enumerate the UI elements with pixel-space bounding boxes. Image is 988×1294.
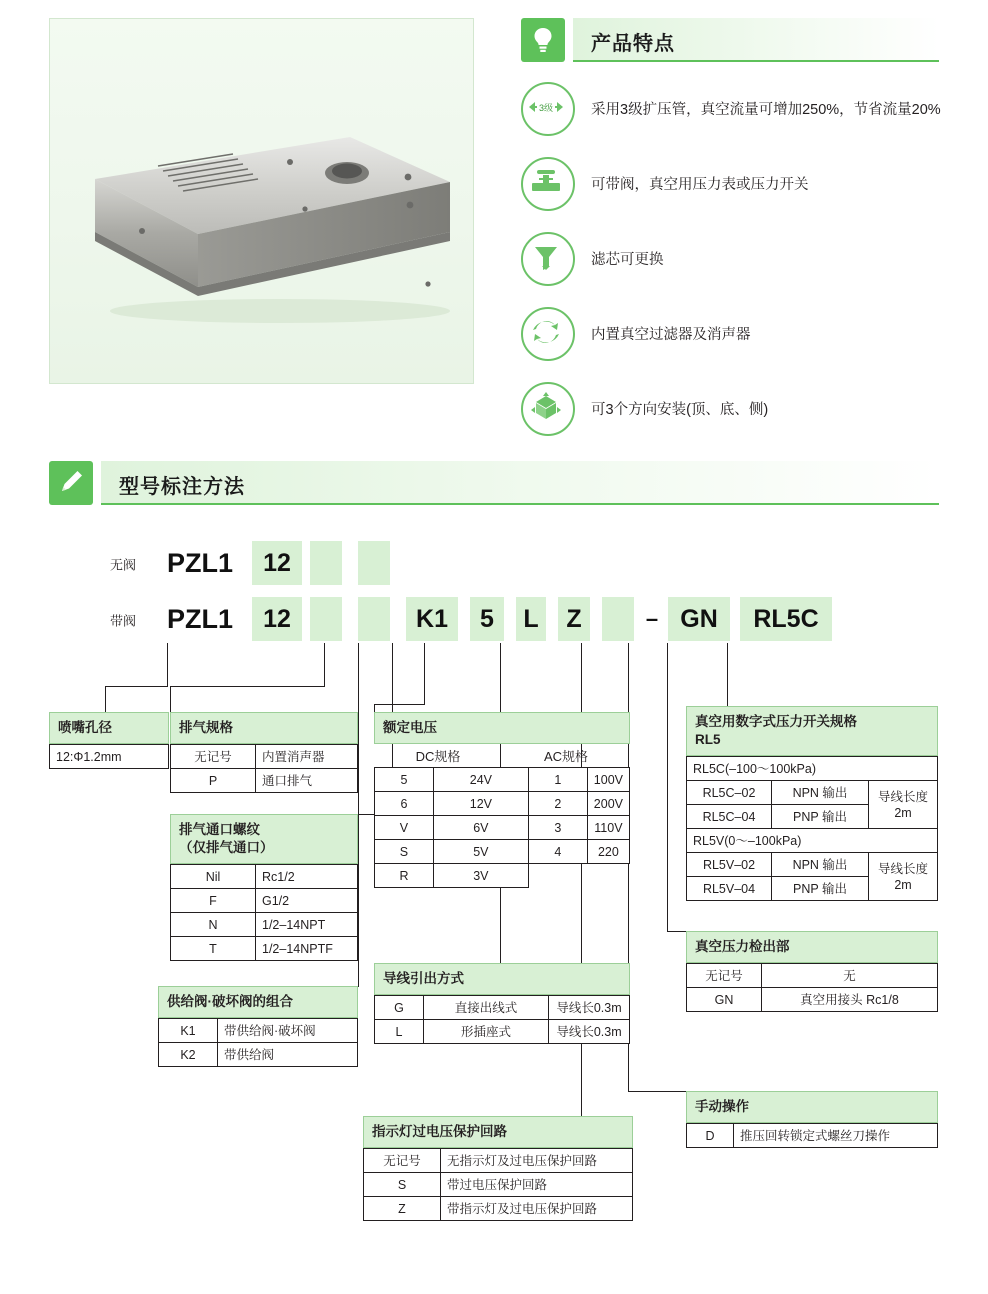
feature-text: 可带阀，真空用压力表或压力开关	[591, 177, 809, 193]
cell: NPN 输出	[772, 781, 869, 805]
switch-spec-table	[686, 756, 938, 901]
box-manual-operation	[686, 1091, 938, 1148]
feature-text: 采用3级扩压管，真空流量可增加250%，节省流量20%	[591, 102, 941, 118]
code-chip-pzl1: PZL1	[166, 547, 233, 578]
code-chip-exhaust	[310, 597, 342, 641]
model-code-row-valve	[110, 597, 940, 643]
filter-icon-glyph	[523, 234, 569, 280]
code-chip-exhaust	[310, 541, 342, 585]
table-row	[171, 769, 358, 793]
table-row	[171, 937, 358, 961]
table-row	[364, 1197, 633, 1221]
three-direction-icon	[521, 382, 575, 436]
cell: RL5C(–100～100kPa)	[687, 757, 938, 781]
table-row	[687, 1124, 938, 1148]
box-lead-out	[374, 963, 630, 1044]
product-photo	[49, 18, 474, 384]
cell: 带指示灯及过电压保护回路	[441, 1197, 633, 1221]
code-chip-valve-combo: K1	[406, 597, 458, 641]
bulb-icon-glyph	[521, 18, 565, 62]
cell: 内置消声器	[256, 745, 358, 769]
cell: 真空用接头 Rc1/8	[762, 988, 938, 1012]
code-chip-voltage: 5	[470, 597, 504, 641]
cell: RL5C–04	[687, 805, 772, 829]
cell: 2	[528, 792, 587, 816]
cell: 导线长0.3m	[549, 996, 630, 1020]
box-indicator-circuit	[363, 1116, 633, 1221]
subhead-dc: DC规格	[415, 749, 461, 764]
leader-valvecombo-v	[358, 643, 359, 986]
cell: 220	[587, 840, 629, 864]
cell: 5	[375, 768, 434, 792]
cell: 4	[528, 840, 587, 864]
model-code-row-novalve	[110, 541, 940, 587]
cell: G	[375, 996, 424, 1020]
table-row	[171, 889, 358, 913]
box-nozzle-bore	[49, 712, 169, 769]
exhaust-table	[170, 744, 358, 793]
box-title: 供给阀·破坏阀的组合	[158, 986, 358, 1018]
code-chip-leadout: L	[516, 597, 546, 641]
box-title: 额定电压	[374, 712, 630, 744]
code-chip-thread	[358, 541, 390, 585]
box-title-line1: 真空用数字式压力开关规格	[695, 714, 857, 729]
cell: GN	[687, 988, 762, 1012]
model-section-header	[49, 461, 939, 505]
box-valve-combo	[158, 986, 358, 1067]
cell: R	[375, 864, 434, 888]
cell: 1	[528, 768, 587, 792]
valve-combo-table	[158, 1018, 358, 1067]
box-title: 导线引出方式	[374, 963, 630, 995]
table-row	[374, 744, 630, 767]
box-exhaust-spec	[170, 712, 358, 793]
box-title: 指示灯过电压保护回路	[363, 1116, 633, 1148]
box-title-line2: （仅排气通口）	[179, 840, 274, 855]
cell: D	[687, 1124, 734, 1148]
cell: S	[364, 1173, 441, 1197]
cell: 24V	[433, 768, 528, 792]
cell: 推压回转锁定式螺丝刀操作	[734, 1124, 938, 1148]
cell: 110V	[587, 816, 629, 840]
leader-voltage-h	[374, 704, 425, 705]
table-row	[375, 864, 630, 888]
cell: RL5V(0～–100kPa)	[687, 829, 938, 853]
features-header-rule	[573, 60, 939, 62]
cell: K1	[159, 1019, 218, 1043]
code-chip-switch: RL5C	[740, 597, 832, 641]
table-row	[159, 1019, 358, 1043]
cell: 12:Φ1.2mm	[50, 745, 169, 769]
voltage-subheads	[374, 744, 630, 767]
cell: Z	[364, 1197, 441, 1221]
feature-text: 内置真空过滤器及消声器	[591, 327, 751, 343]
box-title: 真空压力检出部	[686, 931, 938, 963]
recycle-icon	[521, 307, 575, 361]
leader-bore-h	[105, 686, 168, 687]
cell: RL5V–04	[687, 877, 772, 901]
valve-icon	[521, 157, 575, 211]
cell: 带供给阀·破坏阀	[218, 1019, 358, 1043]
recycle-icon-glyph	[523, 309, 569, 355]
leader-bore-v	[167, 643, 168, 686]
cell: 带过电压保护回路	[441, 1173, 633, 1197]
thread-table	[170, 864, 358, 961]
box-title: 手动操作	[686, 1091, 938, 1123]
vacuum-detect-table	[686, 963, 938, 1012]
leader-switch-v	[727, 643, 728, 706]
cell: 200V	[587, 792, 629, 816]
code-chip-detect: GN	[668, 597, 730, 641]
table-row	[171, 913, 358, 937]
filter-icon	[521, 232, 575, 286]
cell: 带供给阀	[218, 1043, 358, 1067]
bulb-icon	[521, 18, 565, 62]
feature-text: 滤芯可更换	[591, 252, 664, 268]
cell: 通口排气	[256, 769, 358, 793]
code-chip-dash: –	[645, 606, 659, 631]
box-switch-spec	[686, 706, 938, 901]
leader-detect-v	[667, 643, 668, 931]
code-chip-pzl1: PZL1	[166, 603, 233, 634]
table-row	[364, 1173, 633, 1197]
box-title	[686, 706, 938, 756]
box-title: 喷嘴孔径	[49, 712, 169, 744]
cell: 导线长0.3m	[549, 1020, 630, 1044]
three-direction-icon-glyph	[523, 384, 569, 430]
table-row	[375, 1020, 630, 1044]
indicator-table	[363, 1148, 633, 1221]
table-row	[687, 757, 938, 781]
leader-voltage-v2	[374, 704, 375, 712]
cell: 导线长度2m	[869, 781, 938, 829]
cell: L	[375, 1020, 424, 1044]
box-vacuum-detect	[686, 931, 938, 1012]
pencil-icon-glyph	[49, 461, 93, 505]
table-row	[687, 964, 938, 988]
cell: 无记号	[171, 745, 256, 769]
cell: 6	[375, 792, 434, 816]
leader-voltage-v	[424, 643, 425, 704]
table-row	[375, 792, 630, 816]
features-section-header	[521, 18, 939, 62]
cell: G1/2	[256, 889, 358, 913]
pencil-icon	[49, 461, 93, 505]
code-chip-thread	[358, 597, 390, 641]
svg-text:3级: 3级	[538, 103, 554, 113]
three-stage-icon	[521, 82, 575, 136]
cell: 形插座式	[424, 1020, 549, 1044]
nozzle-table	[49, 744, 169, 769]
feature-text: 可3个方向安装(顶、底、侧)	[591, 402, 769, 418]
cell: 导线长度2m	[869, 853, 938, 901]
cell: S	[375, 840, 434, 864]
cell: 6V	[433, 816, 528, 840]
box-exhaust-thread	[170, 814, 358, 961]
cell: RL5C–02	[687, 781, 772, 805]
table-row	[375, 816, 630, 840]
cell: F	[171, 889, 256, 913]
leader-detect-h	[667, 931, 686, 932]
box-title-line2: RL5	[695, 732, 721, 747]
box-rated-voltage	[374, 712, 630, 888]
code-chip-bore: 12	[252, 597, 302, 641]
table-row	[159, 1043, 358, 1067]
cell: PNP 输出	[772, 805, 869, 829]
leadout-table	[374, 995, 630, 1044]
cell: 无	[762, 964, 938, 988]
table-row	[375, 996, 630, 1020]
table-row	[171, 745, 358, 769]
cell: K2	[159, 1043, 218, 1067]
table-row	[375, 840, 630, 864]
voltage-table	[374, 767, 630, 888]
cell: 3	[528, 816, 587, 840]
product-image	[50, 19, 473, 383]
features-title: 产品特点	[591, 33, 675, 55]
cell: T	[171, 937, 256, 961]
manual-table	[686, 1123, 938, 1148]
row-label: 带阀	[110, 613, 137, 629]
table-row	[687, 988, 938, 1012]
cell: RL5V–02	[687, 853, 772, 877]
leader-exhaust-h	[170, 686, 325, 687]
code-chip-bore: 12	[252, 541, 302, 585]
cell-empty	[587, 864, 629, 888]
model-header-rule	[101, 503, 939, 505]
table-row	[375, 768, 630, 792]
cell: 12V	[433, 792, 528, 816]
table-row	[171, 865, 358, 889]
cell: 无记号	[364, 1149, 441, 1173]
cell: Rc1/2	[256, 865, 358, 889]
cell: 5V	[433, 840, 528, 864]
cell: 100V	[587, 768, 629, 792]
cell: Nil	[171, 865, 256, 889]
three-stage-icon-glyph	[523, 84, 569, 130]
cell: P	[171, 769, 256, 793]
subhead-ac: AC规格	[543, 749, 589, 764]
cell: 无记号	[687, 964, 762, 988]
valve-icon-glyph	[523, 159, 569, 205]
code-chip-indicator: Z	[558, 597, 590, 641]
code-chip-manual	[602, 597, 634, 641]
box-title: 排气规格	[170, 712, 358, 744]
cell: 1/2–14NPTF	[256, 937, 358, 961]
cell: V	[375, 816, 434, 840]
leader-bore-v2	[105, 686, 106, 712]
cell: 直接出线式	[424, 996, 549, 1020]
cell: 1/2–14NPT	[256, 913, 358, 937]
cell: N	[171, 913, 256, 937]
table-row	[687, 853, 938, 877]
box-title-line1: 排气通口螺纹	[179, 822, 260, 837]
table-row	[687, 829, 938, 853]
cell: NPN 输出	[772, 853, 869, 877]
cell: PNP 输出	[772, 877, 869, 901]
cell: 3V	[433, 864, 528, 888]
leader-exhaust-v	[324, 643, 325, 686]
leader-exhaust-v2	[170, 686, 171, 712]
box-title	[170, 814, 358, 864]
cell: 无指示灯及过电压保护回路	[441, 1149, 633, 1173]
leader-manual-h	[628, 1091, 686, 1092]
row-label: 无阀	[110, 557, 137, 573]
model-title: 型号标注方法	[119, 476, 245, 498]
cell-empty	[528, 864, 587, 888]
table-row	[364, 1149, 633, 1173]
table-row	[687, 781, 938, 805]
table-row	[50, 745, 169, 769]
